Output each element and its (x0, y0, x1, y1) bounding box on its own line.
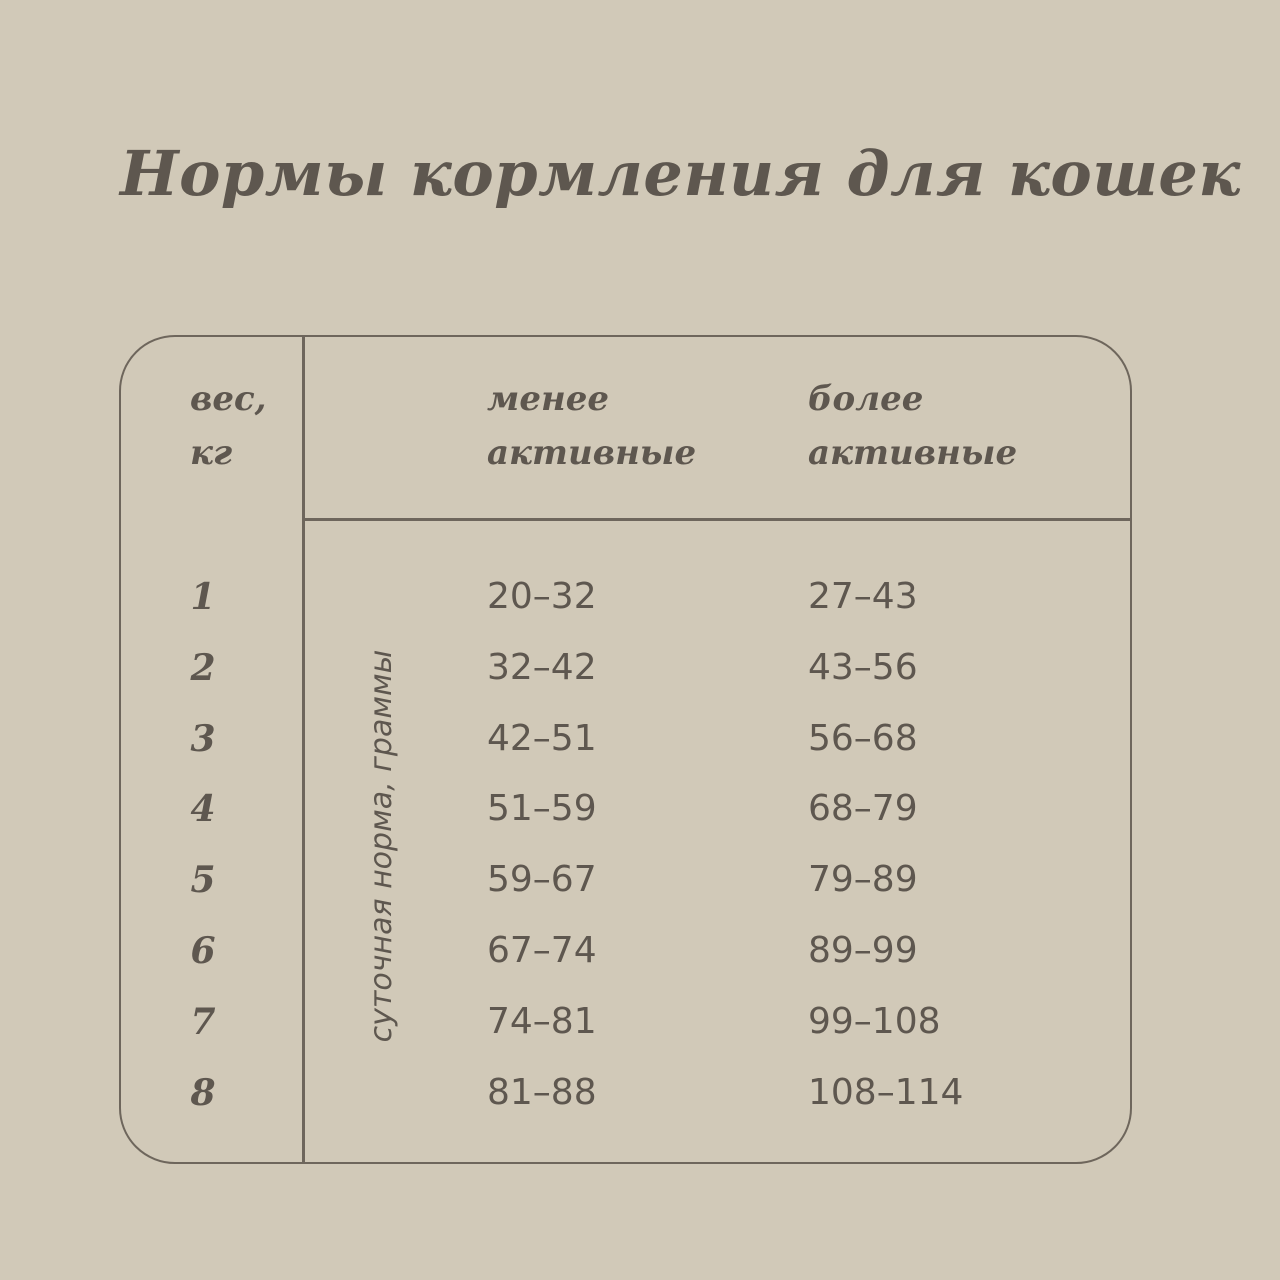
weight-cell: 8 (190, 1071, 216, 1114)
more-active-cell: 79–89 (808, 859, 918, 901)
table-row (0, 916, 1280, 987)
header-less-active-line-2: активные (487, 433, 697, 473)
less-active-cell: 32–42 (487, 646, 597, 688)
less-active-cell: 67–74 (487, 929, 597, 971)
weight-cell: 3 (190, 717, 216, 760)
less-active-cell: 42–51 (487, 717, 597, 759)
more-active-cell: 56–68 (808, 717, 918, 759)
header-weight-line-1: вес, (190, 379, 267, 419)
weight-cell: 5 (190, 859, 216, 902)
table-row (0, 633, 1280, 704)
table-row (0, 845, 1280, 916)
table-row (0, 704, 1280, 775)
table-row (0, 1058, 1280, 1129)
less-active-cell: 59–67 (487, 859, 597, 901)
less-active-cell: 74–81 (487, 1000, 597, 1042)
header-more-active (808, 372, 1017, 480)
more-active-cell: 43–56 (808, 646, 918, 688)
table-row (0, 987, 1280, 1058)
weight-cell: 1 (190, 576, 216, 618)
table-row (0, 774, 1280, 845)
weight-cell: 6 (190, 929, 216, 972)
less-active-cell: 81–88 (487, 1071, 597, 1113)
less-active-cell: 51–59 (487, 788, 597, 830)
header-more-active-line-1: более (808, 379, 924, 419)
weight-cell: 2 (190, 646, 216, 689)
more-active-cell: 68–79 (808, 788, 918, 830)
header-weight-line-2: кг (190, 433, 233, 473)
more-active-cell: 108–114 (808, 1071, 964, 1113)
table-body (0, 562, 1280, 1128)
more-active-cell: 89–99 (808, 929, 918, 971)
less-active-cell: 20–32 (487, 576, 597, 617)
daily-norm-label: суточная норма, граммы (364, 649, 399, 1043)
weight-cell: 7 (190, 1000, 216, 1043)
weight-cell: 4 (190, 788, 216, 831)
more-active-cell: 27–43 (808, 576, 918, 617)
header-weight (190, 372, 267, 480)
page-title: Нормы кормления для кошек (120, 137, 1241, 210)
header-more-active-line-2: активные (808, 433, 1018, 473)
more-active-cell: 99–108 (808, 1000, 941, 1042)
header-less-active (487, 372, 696, 480)
header-less-active-line-1: менее (487, 379, 610, 419)
table-row (0, 562, 1280, 633)
header-divider (302, 518, 1132, 521)
